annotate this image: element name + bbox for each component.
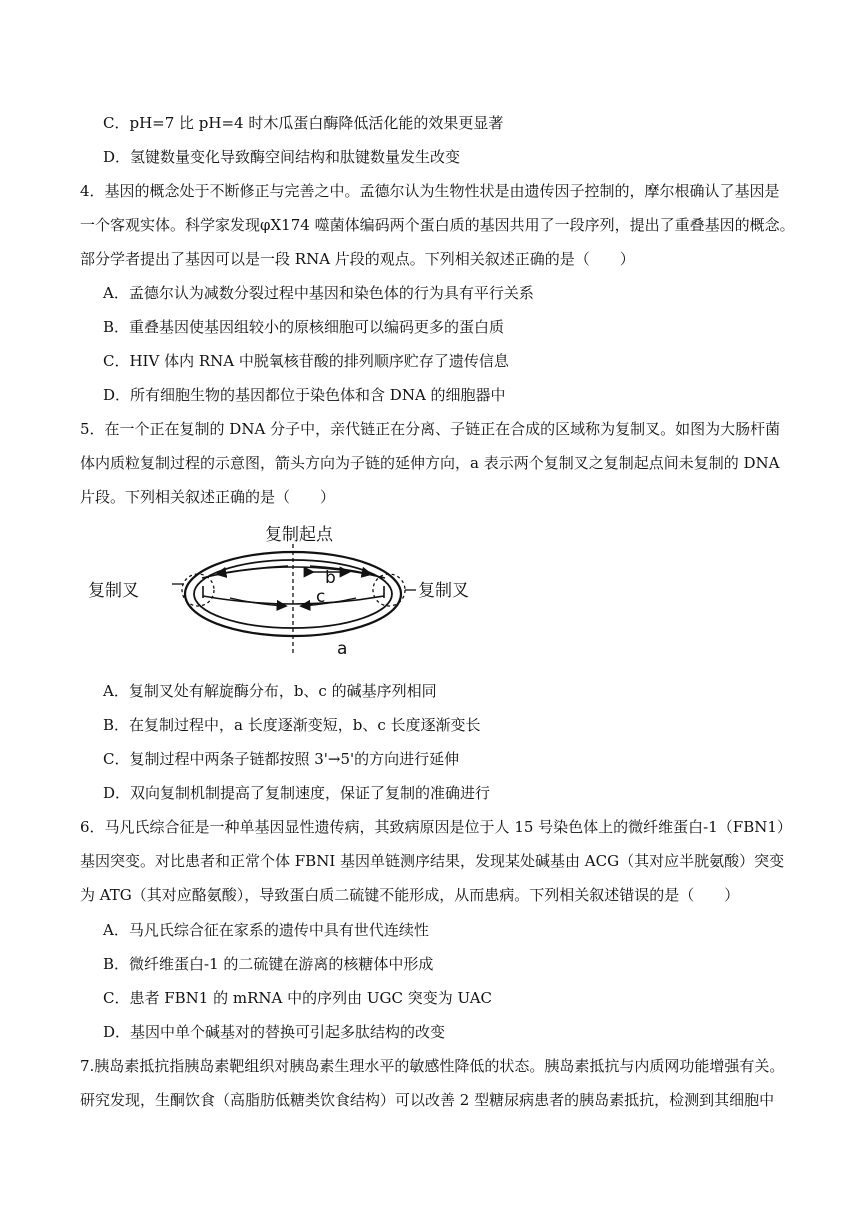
q4-stem-line-2: 一个客观实体。科学家发现φX174 噬菌体编码两个蛋白质的基因共用了一段序列，提出了重叠基因的概念。: [80, 216, 795, 234]
q5-option-c: C．复制过程中两条子链都按照 3'→5'的方向进行延伸: [103, 750, 460, 768]
q5-option-d: D．双向复制机制提高了复制速度，保证了复制的准确进行: [103, 784, 491, 802]
q4-stem-line-1: 4．基因的概念处于不断修正与完善之中。孟德尔认为生物性状是由遗传因子控制的，摩尔根确认了基因是: [80, 182, 780, 200]
q6-stem-line-3: 为 ATG（其对应酪氨酸），导致蛋白质二硫键不能形成，从而患病。下列相关叙述错误的是（ ）: [80, 886, 740, 904]
left-fork-circle: [182, 574, 214, 606]
q5-stem-line-3: 片段。下列相关叙述正确的是（ ）: [80, 488, 336, 506]
label-c: c: [316, 587, 326, 607]
label-a: a: [337, 639, 348, 659]
q4-stem-line-3: 部分学者提出了基因可以是一段 RNA 片段的观点。下列相关叙述正确的是（ ）: [80, 250, 635, 268]
q6-option-d: D．基因中单个碱基对的替换可引起多肽结构的改变: [103, 1023, 446, 1041]
q4-option-d: D．所有细胞生物的基因都位于染色体和含 DNA 的细胞器中: [103, 386, 506, 404]
q5-option-b: B．在复制过程中，a 长度逐渐变短，b、c 长度逐渐变长: [103, 716, 481, 734]
plasmid-replication-diagram: [80, 516, 520, 664]
q3-option-d: D．氢键数量变化导致酶空间结构和肽键数量发生改变: [103, 148, 461, 166]
q6-option-b: B．微纤维蛋白-1 的二硫键在游离的核糖体中形成: [103, 955, 434, 973]
q6-stem-line-1: 6．马凡氏综合征是一种单基因显性遗传病，其致病原因是位于人 15 号染色体上的微纤维蛋白-1（FBN1）: [80, 818, 792, 836]
q4-option-a: A．孟德尔认为减数分裂过程中基因和染色体的行为具有平行关系: [103, 284, 534, 302]
q5-stem-line-1: 5．在一个正在复制的 DNA 分子中，亲代链正在分离、子链正在合成的区域称为复制叉。如图为大肠杆菌: [80, 420, 781, 438]
q3-option-c: C．pH=7 比 pH=4 时木瓜蛋白酶降低活化能的效果更显著: [103, 114, 504, 132]
origin-label: 复制起点: [265, 525, 333, 545]
q4-option-b: B．重叠基因使基因组较小的原核细胞可以编码更多的蛋白质: [103, 318, 505, 336]
label-b: b: [325, 568, 336, 588]
q6-option-c: C．患者 FBN1 的 mRNA 中的序列由 UGC 突变为 UAC: [103, 989, 493, 1007]
q6-stem-line-2: 基因突变。对比患者和正常个体 FBNI 基因单链测序结果，发现某处碱基由 ACG（其对应半胱氨酸）突变: [80, 852, 785, 870]
q7-stem-line-2: 研究发现，生酮饮食（高脂肪低糖类饮食结构）可以改善 2 型糖尿病患者的胰岛素抵抗，检测到其细胞中: [80, 1091, 775, 1109]
left-fork-label: 复制叉: [88, 581, 139, 601]
q4-option-c: C．HIV 体内 RNA 中脱氧核苷酸的排列顺序贮存了遗传信息: [103, 352, 509, 370]
q5-stem-line-2: 体内质粒复制过程的示意图，箭头方向为子链的延伸方向，a 表示两个复制叉之复制起点间未复制的 DNA: [80, 454, 780, 472]
q5-option-a: A．复制叉处有解旋酶分布，b、c 的碱基序列相同: [103, 682, 437, 700]
right-fork-label: 复制叉: [418, 581, 469, 601]
arrow-top-left: [218, 566, 288, 574]
q6-option-a: A．马凡氏综合征在家系的遗传中具有世代连续性: [103, 921, 429, 939]
q7-stem-line-1: 7.胰岛素抵抗指胰岛素靶组织对胰岛素生理水平的敏感性降低的状态。胰岛素抵抗与内质网功能增强有关。: [80, 1057, 785, 1075]
